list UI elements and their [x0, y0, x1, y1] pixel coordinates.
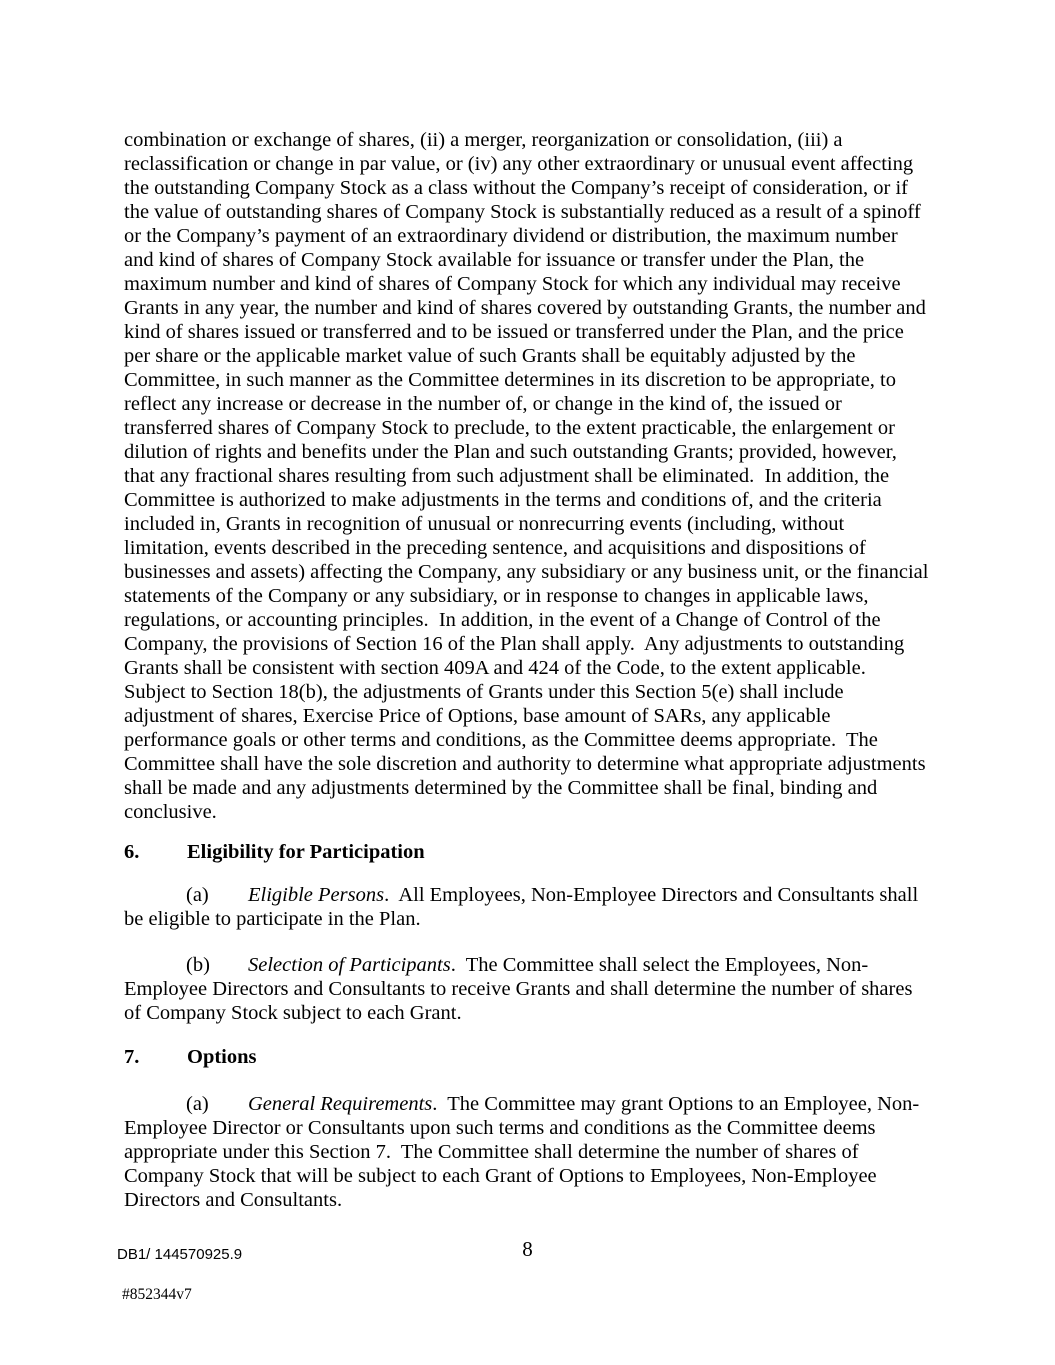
- section-7-number: 7.: [124, 1046, 140, 1068]
- paragraph-6b-text: . The Committee shall select the Employees, Non-Employee Directors and Consultants to receive Grants and shall determine the number of shares of Company Stock subject to each Grant.: [124, 954, 918, 1024]
- paragraph-7a: [124, 1092, 930, 1212]
- continuation-paragraph-text: combination or exchange of shares, (ii) a merger, reorganization or consolidation, (iii) a reclassification or change in par value, or (iv) any other extraordinary or unusual event affecting the outstanding Company Stock as a class without the Company’s receipt of consideration, or if the value of outstanding shares of Company Stock is substantially reduced as a result of a spinoff or the Company’s payment of an extraordinary dividend or distribution, the maximum number and kind of shares of Company Stock available for issuance or transfer under the Plan, the maximum number and kind of shares of Company Stock for which any individual may receive Grants in any year, the number and kind of shares covered by outstanding Grants, the number and kind of shares issued or transferred and to be issued or transferred under the Plan, and the price per share or the applicable market value of such Grants shall be equitably adjusted by the Committee, in such manner as the Committee determines in its discretion to be appropriate, to reflect any increase or decrease in the number of, or change in the kind of, the issued or transferred shares of Company Stock to preclude, to the extent practicable, the enlargement or dilution of rights and benefits under the Plan and such outstanding Grants; provided, however, that any fractional shares resulting from such adjustment shall be eliminated. In addition, the Committee is authorized to make adjustments in the terms and conditions of, and the criteria included in, Grants in recognition of unusual or nonrecurring events (including, without limitation, events described in the preceding sentence, and acquisitions and dispositions of businesses and assets) affecting the Company, any subsidiary or any business unit, or the financial statements of the Company or any subsidiary, or in response to changes in applicable laws, regulations, or accounting principles. In addition, in the event of a Change of Control of the Company, the provisions of Section 16 of the Plan shall apply. Any adjustments to outstanding Grants shall be consistent with section 409A and 424 of the Code, to the extent applicable. Subject to Section 18(b), the adjustments of Grants under this Section 5(e) shall include adjustment of shares, Exercise Price of Options, base amount of SARs, any applicable performance goals or other terms and conditions, as the Committee deems appropriate. The Committee shall have the sole discretion and authority to determine what appropriate adjustments shall be made and any adjustments determined by the Committee shall be final, binding and conclusive.: [124, 129, 934, 823]
- paragraph-6b-label: (b): [186, 954, 210, 976]
- footer-version-stamp: #852344v7: [122, 1286, 192, 1303]
- paragraph-6a-label: (a): [186, 884, 209, 906]
- section-7-title: Options: [187, 1046, 257, 1068]
- page-body: [124, 128, 934, 1212]
- page-number: 8: [522, 1237, 533, 1261]
- continuation-paragraph: [124, 128, 934, 824]
- paragraph-7a-label: (a): [186, 1093, 209, 1115]
- paragraph-6a: [124, 883, 930, 931]
- section-7-heading: [124, 1045, 930, 1069]
- section-6-title: Eligibility for Participation: [187, 841, 425, 863]
- paragraph-6a-term: Eligible Persons: [248, 884, 385, 906]
- paragraph-7a-text: . The Committee may grant Options to an Employee, Non-Employee Director or Consultants upon such terms and conditions as the Committee deems appropriate under this Section 7. The Committee shall determine the number of shares of Company Stock that will be subject to each Grant of Options to Employees, Non-Employee Directors and Consultants.: [124, 1093, 920, 1211]
- paragraph-6b: [124, 953, 930, 1025]
- section-6-heading: [124, 840, 930, 864]
- section-6-number: 6.: [124, 841, 140, 863]
- paragraph-6a-text: . All Employees, Non-Employee Directors and Consultants shall be eligible to participate in the Plan.: [124, 884, 924, 930]
- paragraph-7a-term: General Requirements: [248, 1093, 433, 1115]
- footer-document-id: DB1/ 144570925.9: [117, 1246, 243, 1263]
- paragraph-6b-term: Selection of Participants: [248, 954, 451, 976]
